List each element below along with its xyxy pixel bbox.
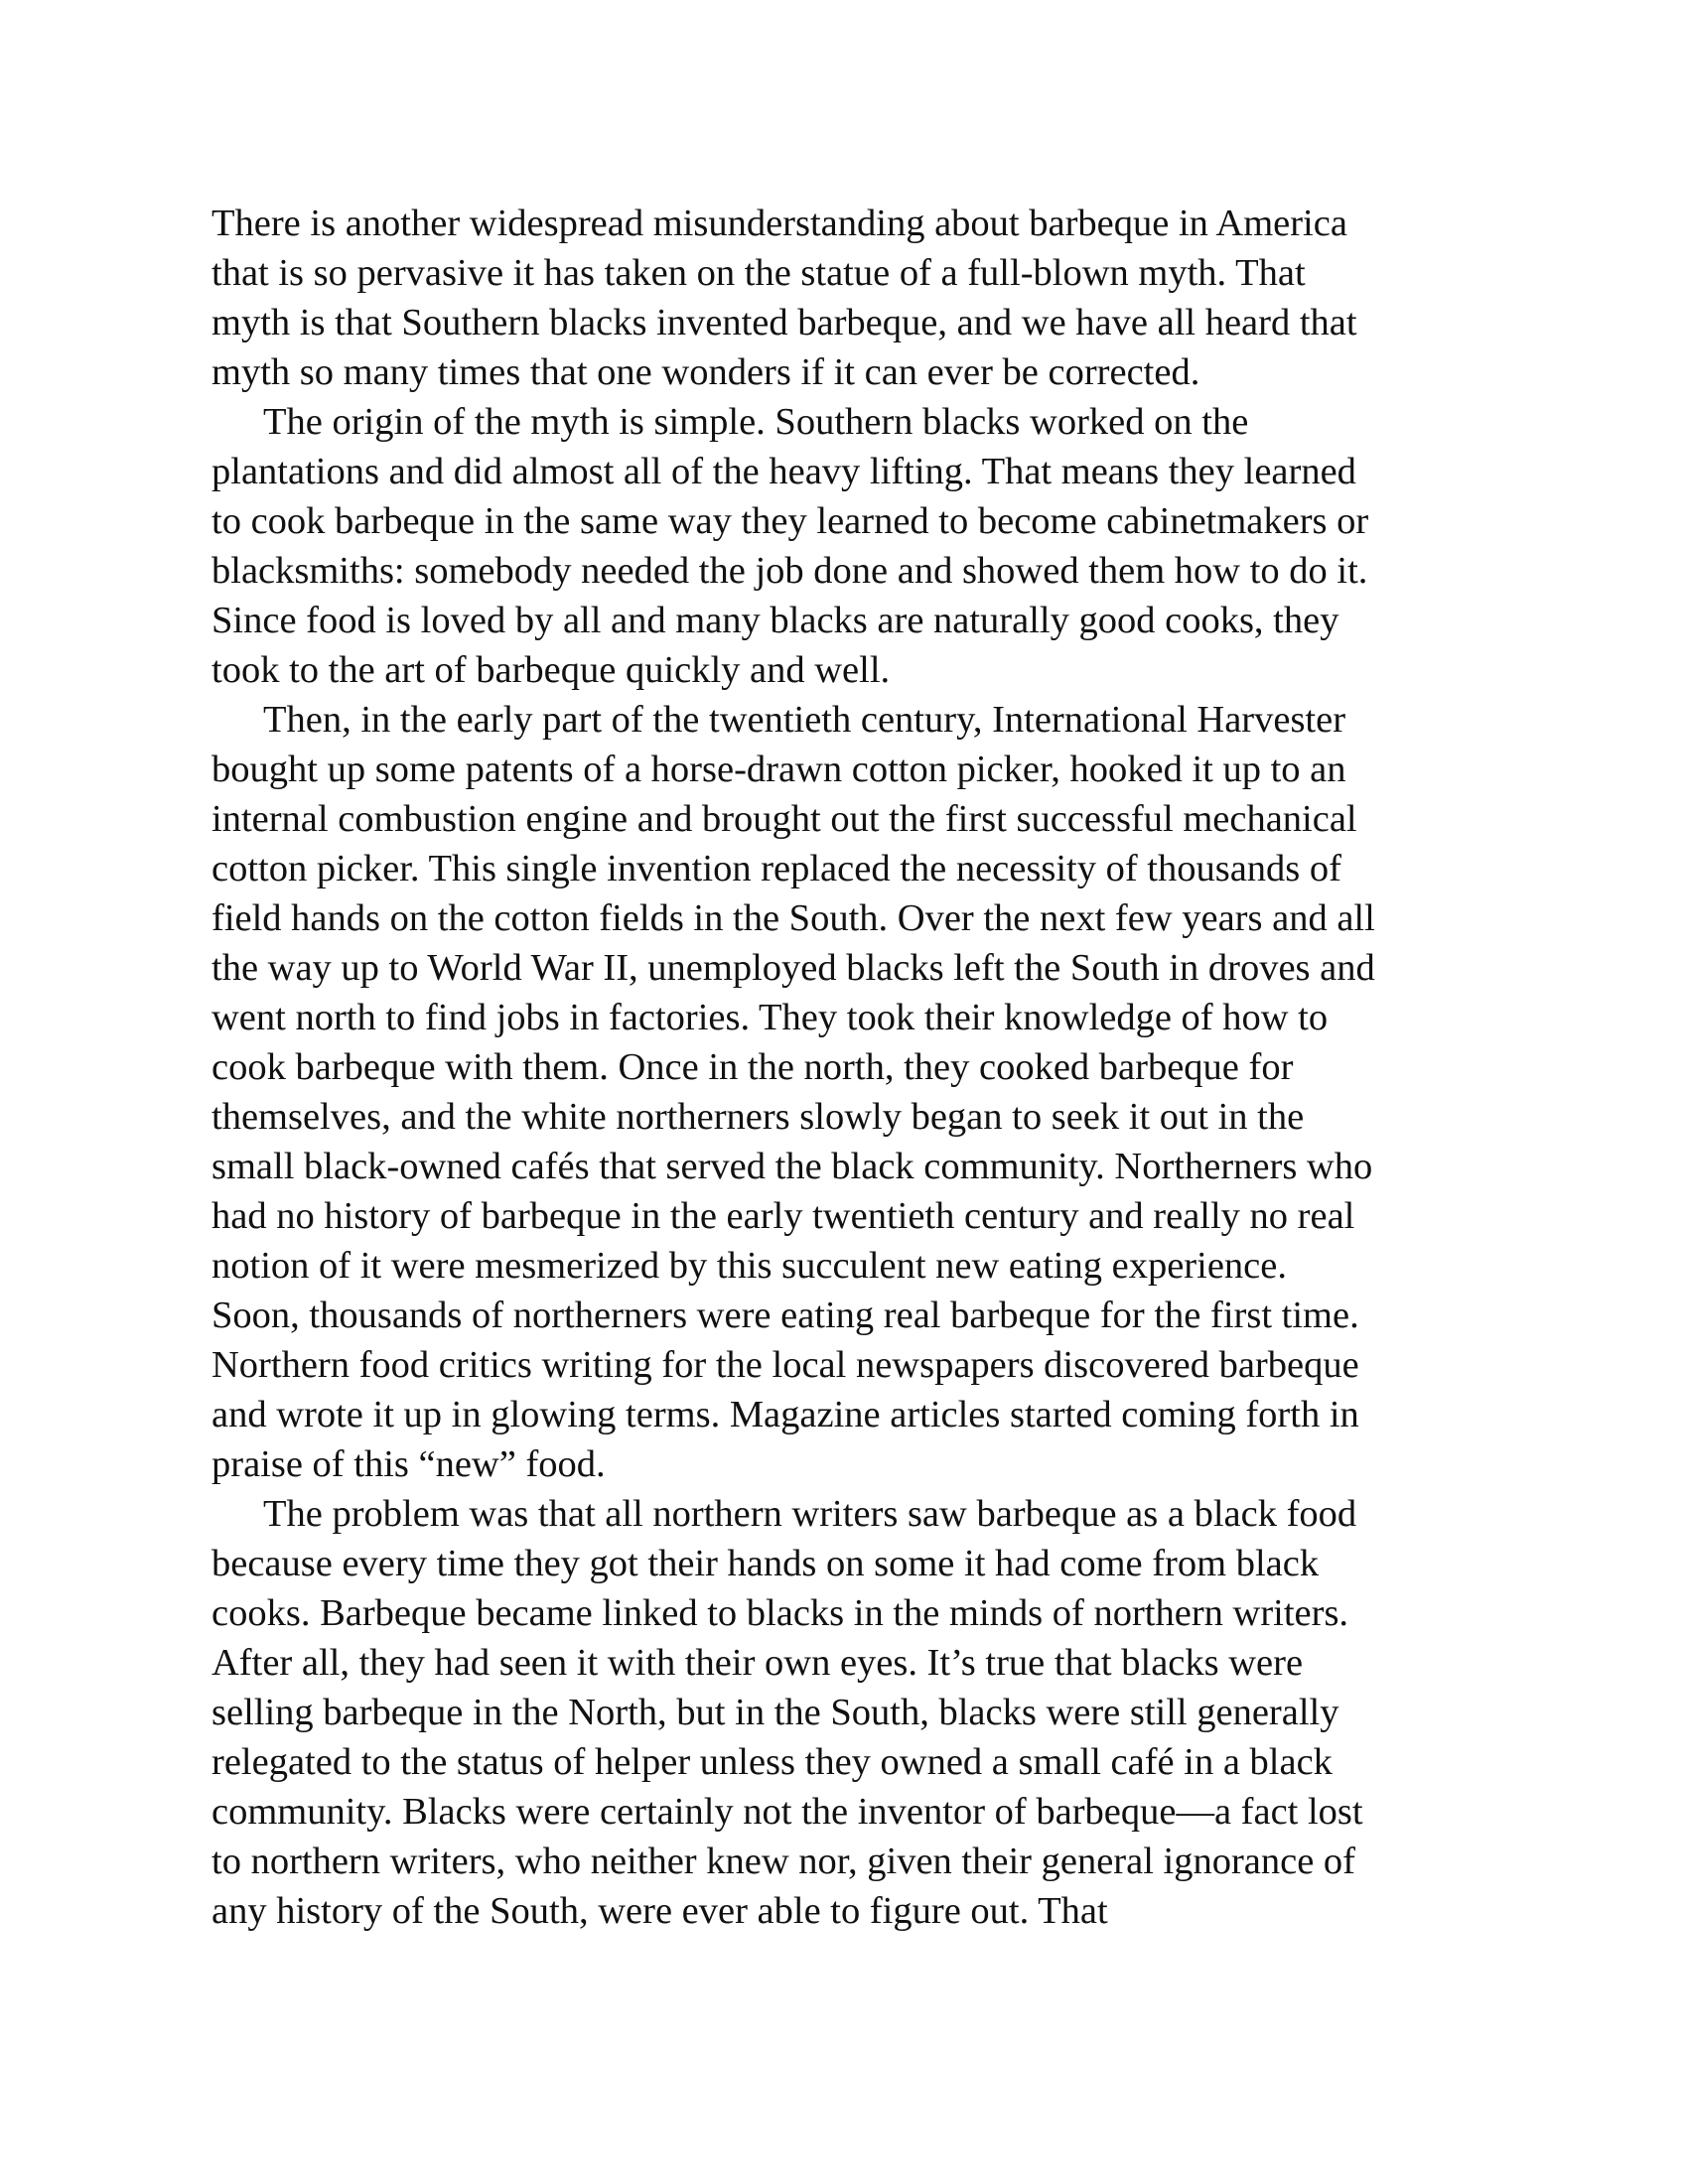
- text-line: notion of it were mesmerized by this succulent new eating experience.: [211, 1245, 1287, 1287]
- paragraph-4: [211, 1489, 1477, 1936]
- text-line: selling barbeque in the North, but in the South, blacks were still generally: [211, 1692, 1339, 1733]
- paragraph-2: [211, 397, 1477, 695]
- text-line: bought up some patents of a horse-drawn cotton picker, hooked it up to an: [211, 749, 1346, 790]
- text-line: Then, in the early part of the twentieth century, International Harvester: [263, 699, 1346, 741]
- text-line: any history of the South, were ever able to figure out. That: [211, 1890, 1108, 1932]
- text-line: After all, they had seen it with their own eyes. It’s true that blacks were: [211, 1642, 1304, 1684]
- text-line: had no history of barbeque in the early twentieth century and really no real: [211, 1195, 1355, 1237]
- text-line: small black-owned cafés that served the black community. Northerners who: [211, 1146, 1373, 1187]
- paragraph-3: [211, 695, 1477, 1489]
- paragraph-1: [211, 199, 1477, 397]
- text-line: went north to find jobs in factories. They took their knowledge of how to: [211, 997, 1329, 1038]
- text-line: took to the art of barbeque quickly and well.: [211, 649, 891, 691]
- text-line: relegated to the status of helper unless they owned a small café in a black: [211, 1741, 1333, 1783]
- text-line: that is so pervasive it has taken on the statue of a full-blown myth. That: [211, 252, 1306, 294]
- text-line: cooks. Barbeque became linked to blacks in the minds of northern writers.: [211, 1592, 1349, 1634]
- text-line: because every time they got their hands on some it had come from black: [211, 1543, 1320, 1584]
- text-line: There is another widespread misunderstanding about barbeque in America: [211, 203, 1347, 244]
- text-line: internal combustion engine and brought out the first successful mechanical: [211, 798, 1357, 840]
- text-line: themselves, and the white northerners slowly began to seek it out in the: [211, 1096, 1305, 1138]
- text-line: field hands on the cotton fields in the South. Over the next few years and all: [211, 897, 1375, 939]
- text-line: cook barbeque with them. Once in the north, they cooked barbeque for: [211, 1046, 1294, 1088]
- text-line: praise of this “new” food.: [211, 1443, 606, 1485]
- text-line: plantations and did almost all of the heavy lifting. That means they learned: [211, 451, 1356, 492]
- text-line: and wrote it up in glowing terms. Magazine articles started coming forth in: [211, 1394, 1359, 1435]
- text-line: cotton picker. This single invention replaced the necessity of thousands of: [211, 848, 1341, 889]
- text-line: community. Blacks were certainly not the inventor of barbeque—a fact lost: [211, 1791, 1363, 1833]
- text-line: myth so many times that one wonders if it can ever be corrected.: [211, 351, 1200, 393]
- text-line: myth is that Southern blacks invented barbeque, and we have all heard that: [211, 302, 1357, 343]
- text-line: Soon, thousands of northerners were eating real barbeque for the first time.: [211, 1295, 1359, 1336]
- text-line: to northern writers, who neither knew nor, given their general ignorance of: [211, 1841, 1355, 1882]
- text-line: Northern food critics writing for the local newspapers discovered barbeque: [211, 1344, 1359, 1386]
- text-line: The origin of the myth is simple. Southern blacks worked on the: [263, 401, 1249, 443]
- text-line: Since food is loved by all and many blacks are naturally good cooks, they: [211, 600, 1339, 641]
- text-line: blacksmiths: somebody needed the job done and showed them how to do it.: [211, 550, 1368, 592]
- body-text: [211, 199, 1477, 1936]
- text-line: to cook barbeque in the same way they learned to become cabinetmakers or: [211, 500, 1369, 542]
- text-line: The problem was that all northern writers saw barbeque as a black food: [263, 1493, 1357, 1535]
- text-line: the way up to World War II, unemployed blacks left the South in droves and: [211, 947, 1375, 989]
